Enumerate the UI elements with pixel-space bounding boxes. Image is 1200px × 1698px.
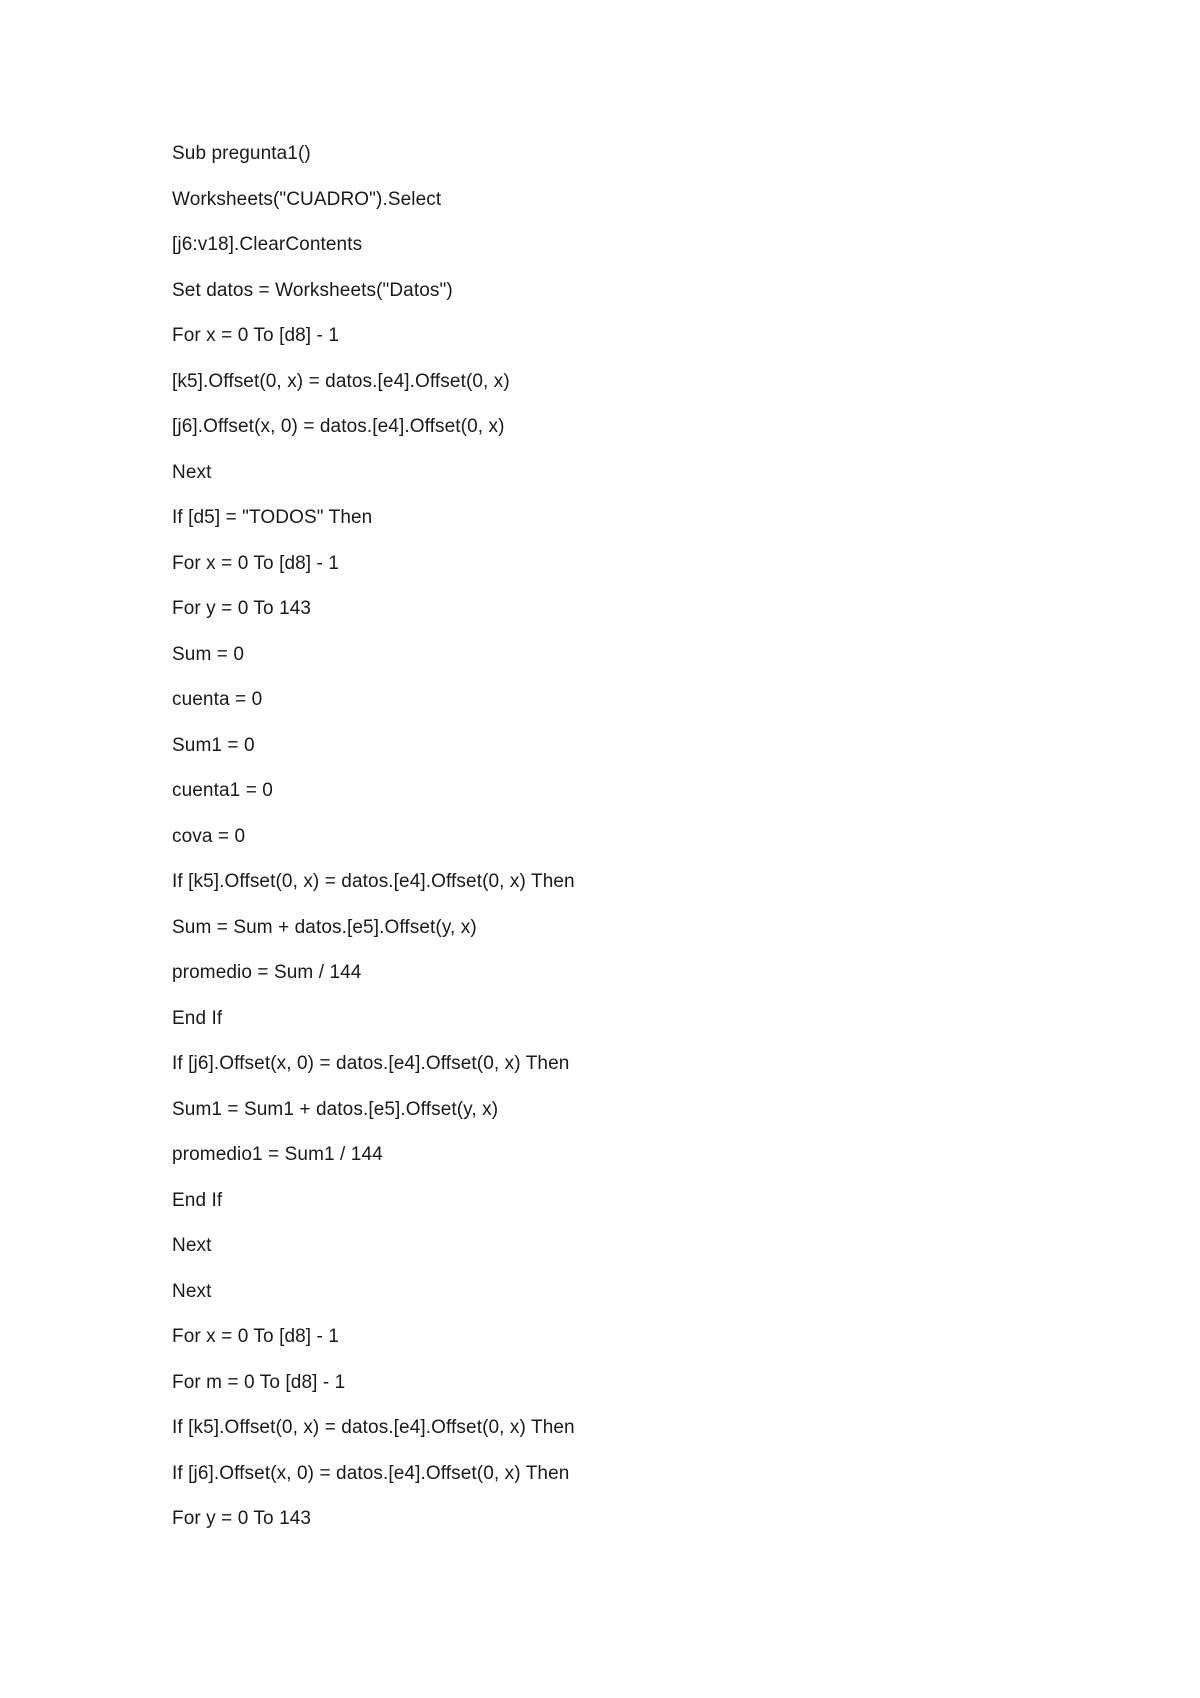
code-line: [k5].Offset(0, x) = datos.[e4].Offset(0, x) (172, 370, 510, 392)
code-line: For x = 0 To [d8] - 1 (172, 552, 340, 574)
code-line: End If (172, 1007, 223, 1029)
code-line: promedio1 = Sum1 / 144 (172, 1144, 383, 1165)
code-line: Sum = 0 (172, 643, 244, 665)
code-line: Sum1 = 0 (172, 734, 255, 756)
code-line: End If (172, 1189, 223, 1211)
code-line: Sum = Sum + datos.[e5].Offset(y, x) (172, 916, 477, 938)
code-line: cova = 0 (172, 825, 246, 847)
code-line: For m = 0 To [d8] - 1 (172, 1371, 346, 1393)
code-line: Next (172, 1280, 212, 1302)
code-line: Sum1 = Sum1 + datos.[e5].Offset(y, x) (172, 1098, 499, 1120)
code-line: For x = 0 To [d8] - 1 (172, 1326, 340, 1347)
code-line: promedio = Sum / 144 (172, 962, 362, 983)
code-line: For y = 0 To 143 (172, 1508, 312, 1529)
code-line: [j6:v18].ClearContents (172, 234, 363, 255)
code-line: If [d5] = "TODOS" Then (172, 507, 373, 528)
code-line: Set datos = Worksheets("Datos") (172, 279, 453, 301)
code-line: cuenta1 = 0 (172, 780, 273, 801)
code-line: For x = 0 To [d8] - 1 (172, 325, 340, 346)
code-line: Worksheets("CUADRO").Select (172, 188, 442, 210)
code-line: If [j6].Offset(x, 0) = datos.[e4].Offset(0, x) Then (172, 1462, 570, 1484)
code-line: Next (172, 1235, 212, 1256)
code-line: For y = 0 To 143 (172, 598, 312, 619)
code-line: cuenta = 0 (172, 689, 263, 710)
code-line: Sub pregunta1() (172, 143, 311, 164)
code-line: [j6].Offset(x, 0) = datos.[e4].Offset(0, x) (172, 416, 505, 437)
code-listing (172, 140, 575, 1551)
code-line: If [k5].Offset(0, x) = datos.[e4].Offset(0, x) Then (172, 871, 575, 892)
code-line: If [j6].Offset(x, 0) = datos.[e4].Offset(0, x) Then (172, 1053, 570, 1074)
code-line: Next (172, 461, 212, 483)
code-line: If [k5].Offset(0, x) = datos.[e4].Offset(0, x) Then (172, 1417, 575, 1438)
